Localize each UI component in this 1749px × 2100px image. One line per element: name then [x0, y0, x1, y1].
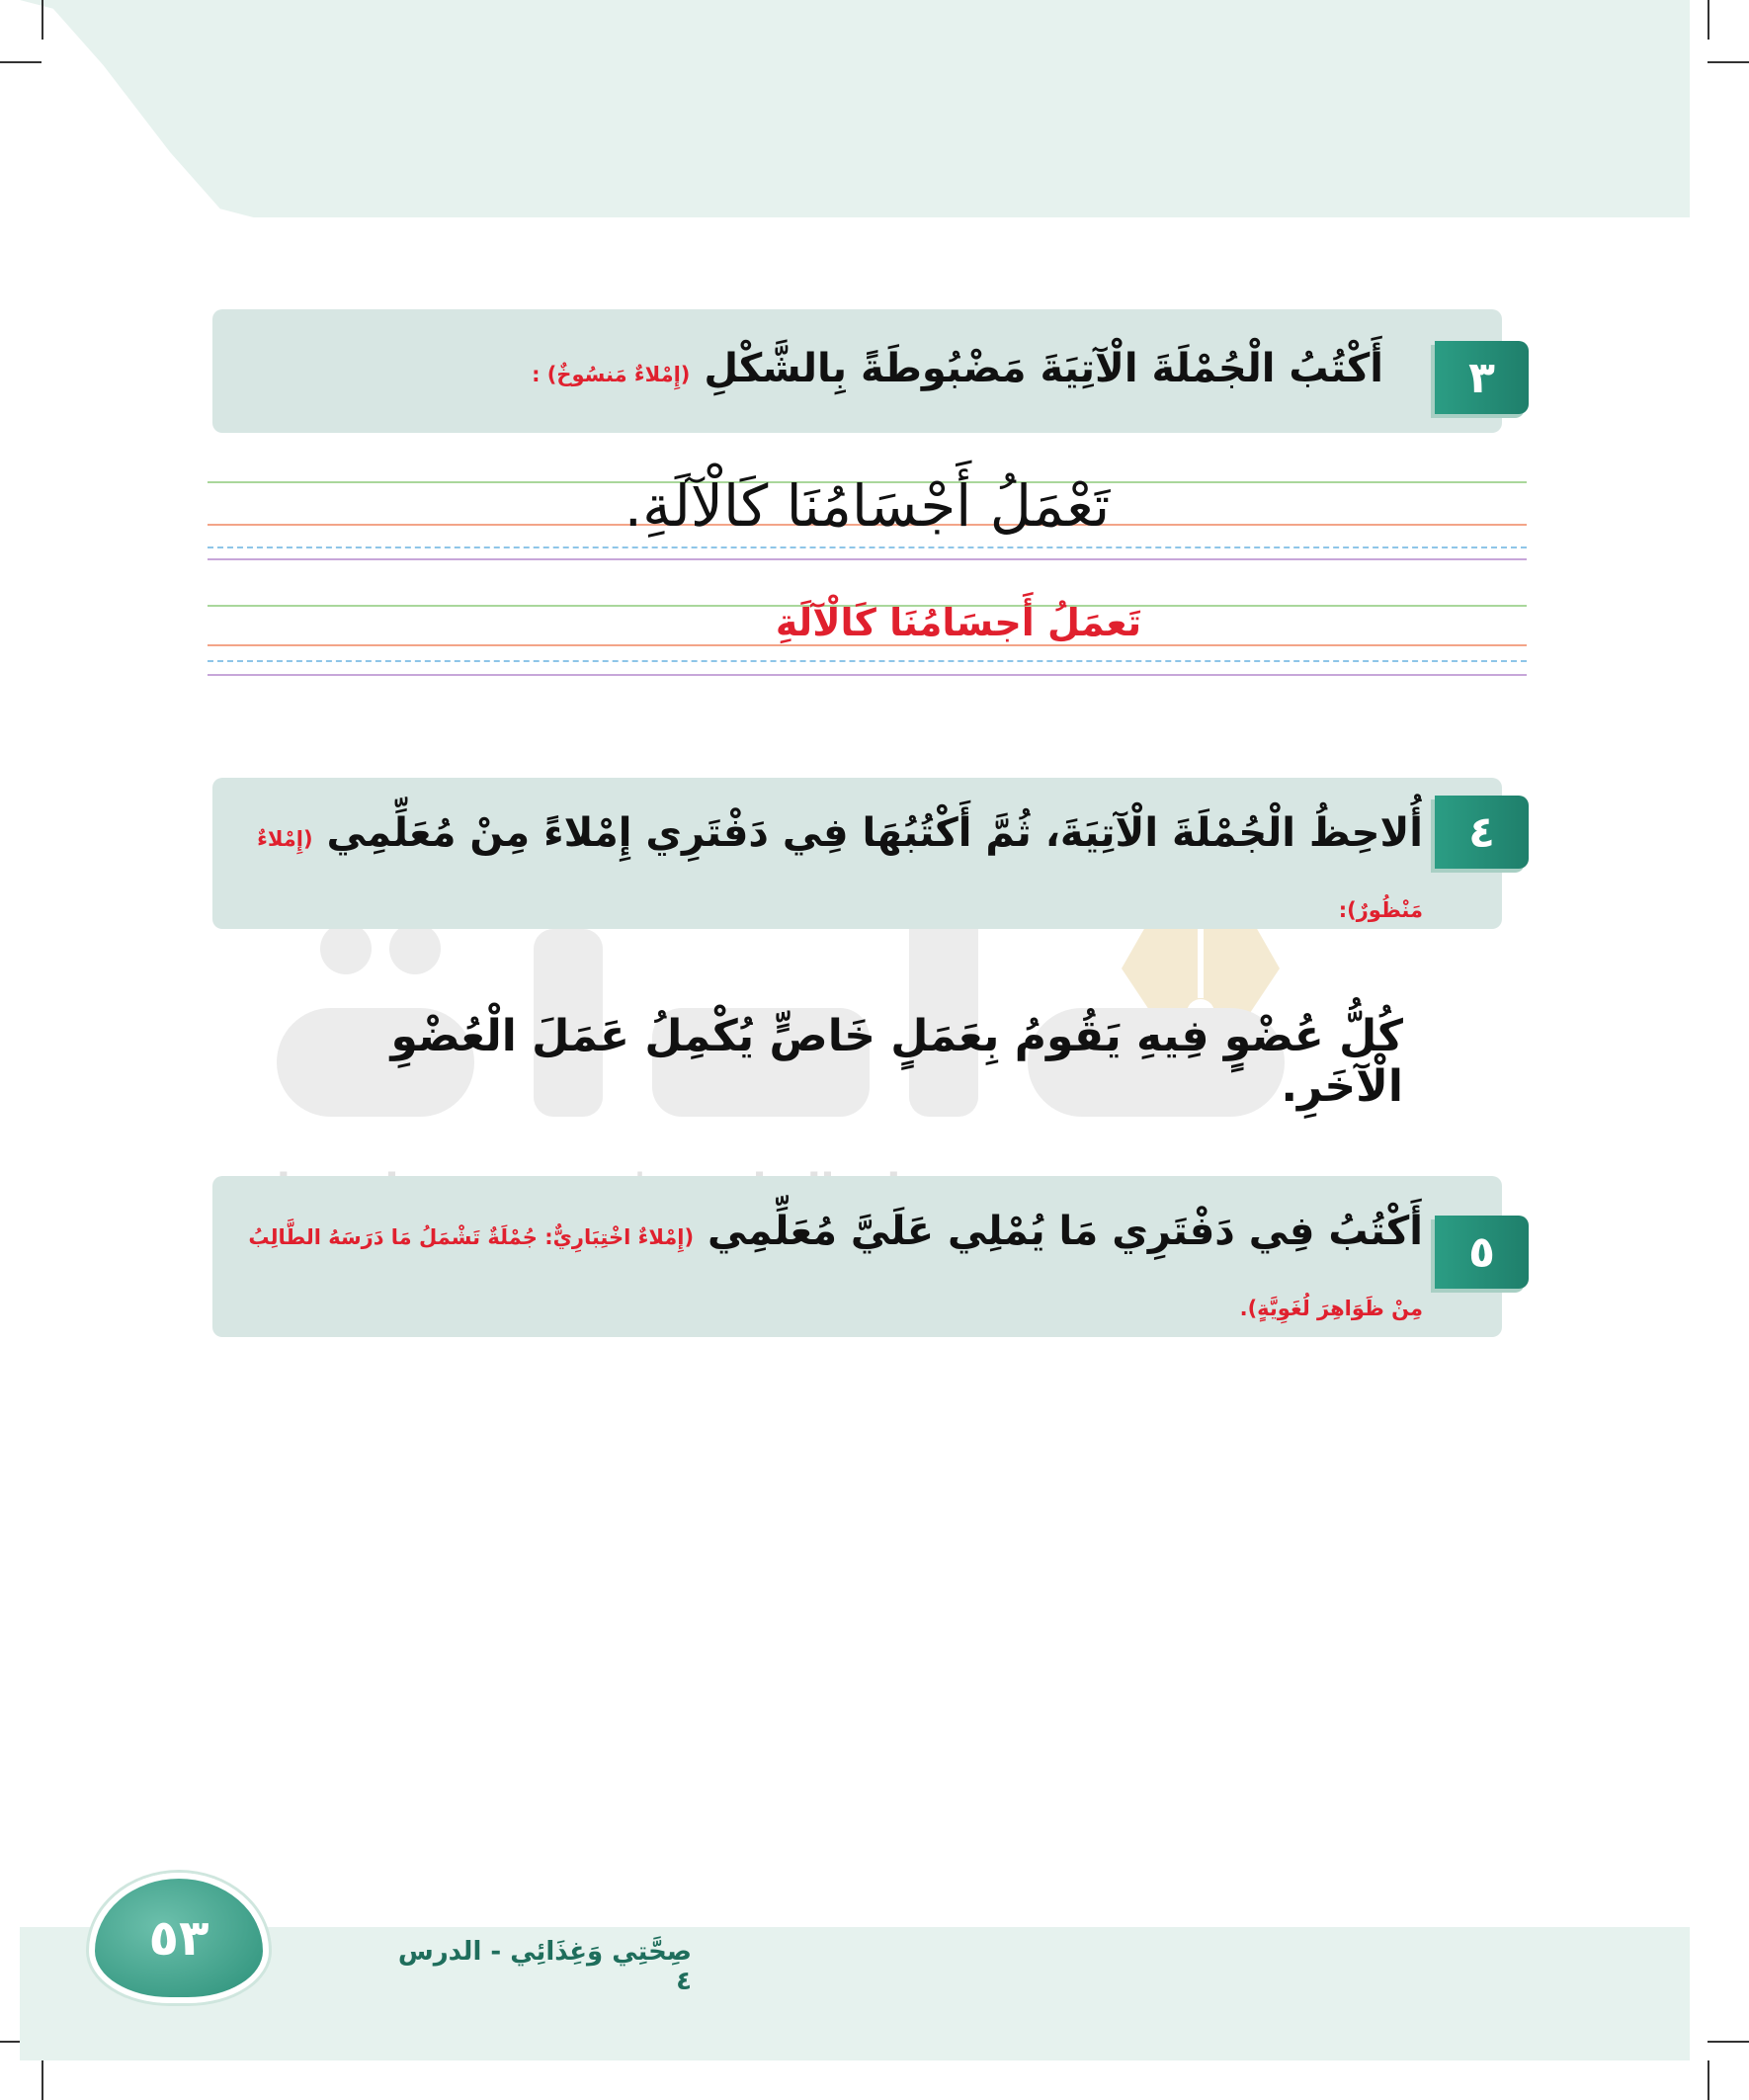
crop-mark: [42, 0, 43, 40]
exercise-4-instruction: [237, 800, 1423, 943]
crop-mark: [1707, 0, 1709, 40]
exercise-3-number: ٣: [1435, 341, 1529, 414]
instruction-text: أَكْتُبُ الْجُمْلَةَ الْآتِيَةَ مَضْبُوطَةً بِالشَّكْلِ: [704, 346, 1383, 391]
writing-line: [208, 674, 1527, 676]
instruction-note: (إِمْلاءٌ اخْتِبَارِيٌّ: جُمْلَةٌ تَشْمَلُ مَا دَرَسَهُ الطَّالِبُ مِنْ ظَوَاهِرَ لُغَوِيَّةٍ).: [248, 1225, 1423, 1320]
crop-mark: [1707, 61, 1749, 63]
exercise-5-number: ٥: [1435, 1216, 1529, 1289]
page-number-badge: ٥٣: [89, 1873, 269, 2003]
exercise-4-number: ٤: [1435, 796, 1529, 869]
header-decoration: [20, 0, 1690, 217]
lesson-title: صِحَّتِي وَغِذَائِي - الدرس ٤: [397, 1937, 692, 1996]
footer-decoration: [20, 1927, 1690, 2060]
crop-mark: [0, 61, 42, 63]
instruction-note: (إِمْلاءٌ مَنسُوخٌ) :: [532, 363, 691, 386]
exercise-3-instruction: [237, 334, 1383, 409]
exercise-4-sentence: كُلُّ عُضْوٍ فِيهِ يَقُومُ بِعَمَلٍ خَاصٍّ يُكْمِلُ عَمَلَ الْعُضْوِ الْآخَرِ.: [390, 1011, 1403, 1112]
crop-mark: [1707, 2041, 1749, 2043]
writing-line: [208, 558, 1527, 560]
writing-line: [208, 660, 1527, 662]
crop-mark: [1707, 2060, 1709, 2100]
answer-sentence: تَعمَلُ أَجسَامُنَا كَالْآلَةِ: [775, 601, 1142, 644]
instruction-text: أُلاحِظُ الْجُمْلَةَ الْآتِيَةَ، ثُمَّ أَكْتُبُهَا فِي دَفْتَرِي إِمْلاءً مِنْ مُعَلِّمِي: [326, 810, 1423, 856]
exercise-5-instruction: [237, 1199, 1423, 1341]
instruction-text: أَكْتُبُ فِي دَفْتَرِي مَا يُمْلِي عَلَيَّ مُعَلِّمِي: [708, 1209, 1423, 1254]
instruction-note: (إِمْلاءٌ مَنْظُورٌ):: [257, 827, 1423, 922]
crop-mark: [42, 2060, 43, 2100]
model-sentence: تَعْمَلُ أَجْسَامُنَا كَالْآلَةِ.: [624, 472, 1111, 540]
writing-line: [208, 644, 1527, 646]
writing-line: [208, 546, 1527, 548]
